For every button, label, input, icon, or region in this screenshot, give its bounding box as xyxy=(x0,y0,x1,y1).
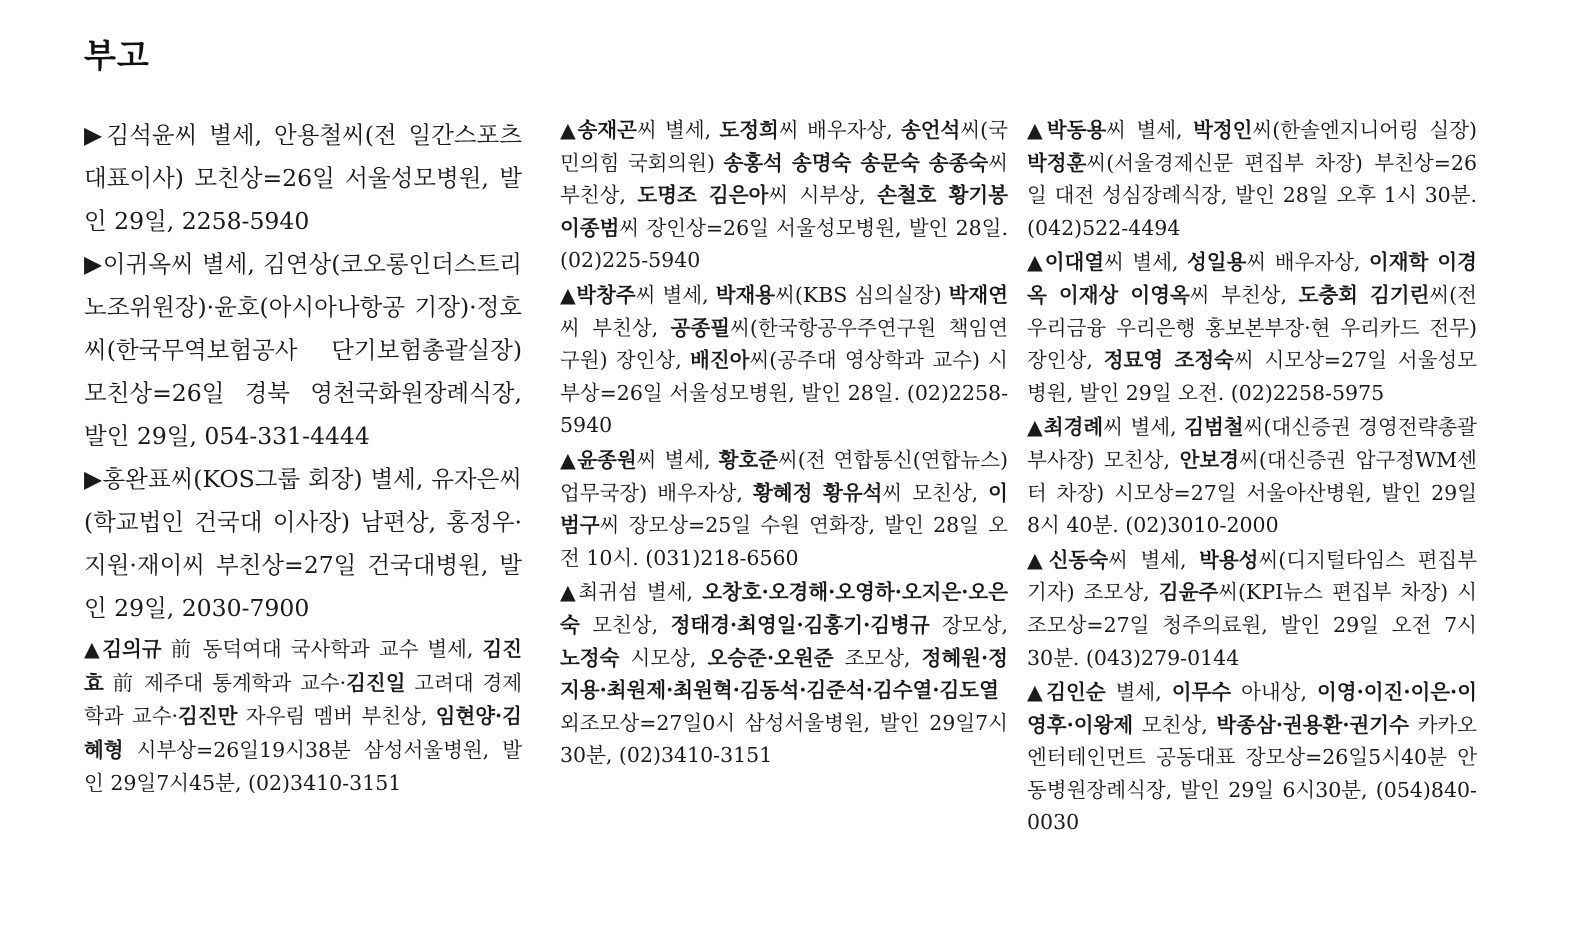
obituary-column-2 xyxy=(560,114,1008,772)
obituary-entry xyxy=(84,633,522,801)
obituary-text: 고려대 경제학과 교수· xyxy=(84,670,522,728)
obituary-name-text: 박창주 xyxy=(576,282,636,307)
obituary-entry xyxy=(560,576,1008,772)
obituary-name-text: 박종삼·권용환·권기수 xyxy=(1216,712,1409,737)
obituary-text: 씨(KPI뉴스 편집부 차장) 시조모상=27일 청주의료원, 발인 29일 오전 7시 30분. (043)279-0144 xyxy=(1027,580,1477,670)
obituary-name-text: 김진만 xyxy=(178,704,238,728)
obituary-name-text: 송홍석 송명숙 송문숙 송종숙 xyxy=(723,150,989,175)
obituary-text: 씨 별세, xyxy=(635,282,716,307)
obituary-text: 아내상, xyxy=(1231,680,1317,705)
obituary-column-1 xyxy=(84,114,522,801)
obituary-name-text: 신동숙 xyxy=(1048,547,1109,572)
obituary-text: 김석윤씨 별세, 안용철씨(전 일간스포츠 대표이사) 모친상=26일 서울성모병원, 발인 29일, 2258-5940 xyxy=(84,121,523,235)
obituary-name-text: 도충회 김기린 xyxy=(1298,282,1430,307)
obituary-text: 모친상, xyxy=(579,612,671,637)
obituary-name-text: 도정희 xyxy=(719,118,779,142)
obituary-text: 씨(대신증권 경영전략총괄 부사장) 모친상, xyxy=(1027,415,1477,472)
obituary-text: 씨 부친상, xyxy=(560,150,1009,208)
obituary-entry xyxy=(84,458,522,630)
obituary-name-text: 손철호 황기봉 이종범 xyxy=(560,183,1008,240)
obituary-text: 씨 부친상, xyxy=(1189,282,1299,307)
obituary-name-text: 오창호·오경해·오영하·오지은·오은숙 xyxy=(560,580,1008,637)
triangle-up-icon: ▲ xyxy=(1027,118,1047,142)
obituary-text: 씨(한국항공우주연구원 책임연구원) 장인상, xyxy=(560,315,1008,373)
obituary-name-text: 성일용 xyxy=(1187,250,1247,275)
obituary-text: 씨(대신증권 압구정WM센터 차장) 시모상=27일 서울아산병원, 발인 29일 8시 40분. (02)3010-2000 xyxy=(1027,447,1477,538)
page-title: 부고 xyxy=(84,36,150,75)
obituary-text: 이귀옥씨 별세, 김연상(코오롱인더스트리 노조위원장)·윤호(아시아나항공 기장)·정호씨(한국무역보험공사 단기보험총괄실장) 모친상=26일 경북 영천국화원장례식장, 발인 29일, 054-331-4444 xyxy=(84,250,522,450)
obituary-text: 시모상, xyxy=(619,645,708,670)
obituary-name-text: 김인순 xyxy=(1046,680,1106,705)
obituary-name-text: 이범구 xyxy=(560,480,1008,538)
obituary-text: 별세, xyxy=(1105,680,1172,705)
obituary-text: 씨 장모상=25일 수원 연화장, 발인 28일 오전 10시. (031)218-6560 xyxy=(560,513,1008,570)
obituary-text: 씨(국민의힘 국회의원) xyxy=(560,118,1008,175)
obituary-name-text: 김진효 xyxy=(84,637,523,695)
obituary-name-text: 박재용 xyxy=(715,282,776,307)
obituary-name-text: 이대열 xyxy=(1044,250,1105,275)
obituary-text: 씨(디지털타임스 편집부 기자) 조모상, xyxy=(1027,547,1477,605)
obituary-text: 씨 배우자상, xyxy=(1246,250,1369,275)
obituary-text: 씨 부친상, xyxy=(560,315,671,340)
obituary-text: 장모상, xyxy=(929,612,1008,637)
obituary-entry xyxy=(84,243,522,458)
triangle-up-icon: ▲ xyxy=(1027,250,1045,275)
obituary-name-text: 이무수 xyxy=(1171,680,1232,705)
obituary-name-text: 이재학 이경옥 이재상 이영옥 xyxy=(1027,250,1477,307)
triangle-up-icon: ▲ xyxy=(560,447,578,472)
obituary-text: 자우림 멤버 부친상, xyxy=(237,704,436,728)
triangle-right-icon: ▶ xyxy=(84,250,103,278)
obituary-text: 씨 별세, xyxy=(1103,415,1185,440)
obituary-entry xyxy=(1027,411,1477,541)
obituary-text: 씨(KBS 심의실장) xyxy=(775,282,949,307)
obituary-name-text: 송재곤 xyxy=(577,118,637,142)
obituary-entry xyxy=(84,114,522,243)
obituary-name-text: 임현양·김혜형 xyxy=(84,704,522,762)
obituary-text: 씨 별세, xyxy=(1108,547,1200,572)
obituary-name-text: 이영·이진·이은·이영후·이왕제 xyxy=(1027,680,1478,737)
obituary-text: 최귀섬 별세, xyxy=(578,580,703,605)
obituary-entry xyxy=(1027,114,1477,244)
obituary-name-text: 윤종원 xyxy=(577,447,637,472)
obituary-entry xyxy=(1027,246,1477,409)
obituary-name-text: 김범철 xyxy=(1184,415,1244,440)
obituary-text: 홍완표씨(KOS그룹 회장) 별세, 유자은씨(학교법인 건국대 이사장) 남편상, 홍정우·지원·재이씨 부친상=27일 건국대병원, 발인 29일, 2030-7900 xyxy=(84,465,522,622)
obituary-entry xyxy=(560,114,1008,277)
obituary-entry xyxy=(560,279,1008,442)
obituary-text: 씨(공주대 영상학과 교수) 시부상=26일 서울성모병원, 발인 28일. (02)2258-5940 xyxy=(560,348,1008,438)
obituary-name-text: 공종필 xyxy=(670,315,731,340)
obituary-text: 前 제주대 통계학과 교수· xyxy=(103,670,347,695)
obituary-text: 카카오엔터테인먼트 공동대표 장모상=26일5시40분 안동병원장례식장, 발인 29일 6시30분, (054)840-0030 xyxy=(1027,712,1477,835)
obituary-name-text: 박정훈 xyxy=(1027,150,1087,175)
obituary-name-text: 도명조 김은아 xyxy=(637,183,769,208)
obituary-text: 씨 모친상, xyxy=(882,480,989,505)
triangle-up-icon: ▲ xyxy=(1027,415,1044,440)
obituary-text: 외조모상=27일0시 삼성서울병원, 발인 29일7시30분, (02)3410-3151 xyxy=(560,710,1008,768)
obituary-text: 씨 별세, xyxy=(636,447,719,472)
obituary-name-text: 오승준·오원준 xyxy=(707,645,834,670)
obituary-name-text: 김의규 xyxy=(102,637,162,661)
obituary-text: 씨(한솔엔지니어링 실장) xyxy=(1252,118,1477,142)
obituary-text: 씨(전 연합통신(연합뉴스) 업무국장) 배우자상, xyxy=(560,447,1008,505)
obituary-text: 씨 시부상, xyxy=(768,183,878,208)
obituary-name-text: 김윤주 xyxy=(1158,580,1219,605)
obituary-entry xyxy=(1027,544,1477,674)
obituary-name-text: 박재연 xyxy=(948,282,1009,307)
obituary-text: 씨 배우자상, xyxy=(778,118,901,142)
obituary-name-text: 최경례 xyxy=(1043,415,1104,440)
obituary-entry xyxy=(560,444,1008,574)
triangle-up-icon: ▲ xyxy=(1027,680,1047,705)
triangle-right-icon: ▶ xyxy=(84,465,103,493)
obituary-name-text: 정묘영 조정숙 xyxy=(1103,348,1234,373)
obituary-text: 씨 시모상=27일 서울성모병원, 발인 29일 오전. (02)2258-5975 xyxy=(1027,348,1477,405)
obituary-name-text: 정혜원·정지용·최원제·최원혁·김동석·김준석·김수열·김도열 xyxy=(560,645,1008,703)
obituary-name-text: 박정인 xyxy=(1193,118,1253,142)
obituary-text: 씨 별세, xyxy=(1106,118,1194,142)
obituary-name-text: 황호준 xyxy=(718,447,778,472)
obituary-name-text: 박동용 xyxy=(1046,118,1107,142)
triangle-right-icon: ▶ xyxy=(84,121,107,149)
obituary-column-3 xyxy=(1027,114,1477,839)
obituary-name-text: 황혜정 황유석 xyxy=(752,480,883,505)
obituary-name-text: 정태경·최영일·김홍기·김병규 xyxy=(670,612,930,637)
obituary-text: 시부상=26일19시38분 삼성서울병원, 발인 29일7시45분, (02)3410-3151 xyxy=(84,737,522,795)
obituary-text: 씨 별세, xyxy=(1104,250,1187,275)
obituary-name-text: 노정숙 xyxy=(560,645,620,670)
obituary-text: 前 동덕여대 국사학과 교수 별세, xyxy=(161,637,483,661)
obituary-text: 씨(서울경제신문 편집부 차장) 부친상=26일 대전 성심장례식장, 발인 28일 오후 1시 30분. (042)522-4494 xyxy=(1027,150,1477,240)
triangle-up-icon: ▲ xyxy=(560,282,577,307)
obituary-text: 씨 별세, xyxy=(636,118,720,142)
triangle-up-icon: ▲ xyxy=(84,637,103,661)
obituary-name-text: 안보경 xyxy=(1179,447,1240,472)
obituary-name-text: 김진일 xyxy=(346,670,406,695)
obituary-text: 씨 장인상=26일 서울성모병원, 발인 28일. (02)225-5940 xyxy=(560,215,1008,273)
obituary-text: 씨(전 우리금융 우리은행 홍보본부장·현 우리카드 전무) 장인상, xyxy=(1027,282,1477,373)
triangle-up-icon: ▲ xyxy=(560,580,579,605)
obituary-name-text: 배진아 xyxy=(690,348,750,373)
obituary-text: 조모상, xyxy=(833,645,922,670)
obituary-name-text: 박용성 xyxy=(1199,547,1259,572)
obituary-entry xyxy=(1027,676,1477,839)
triangle-up-icon: ▲ xyxy=(1027,547,1049,572)
obituary-text: 모친상, xyxy=(1133,712,1217,737)
obituary-name-text: 송언석 xyxy=(900,118,961,142)
triangle-up-icon: ▲ xyxy=(560,118,578,142)
